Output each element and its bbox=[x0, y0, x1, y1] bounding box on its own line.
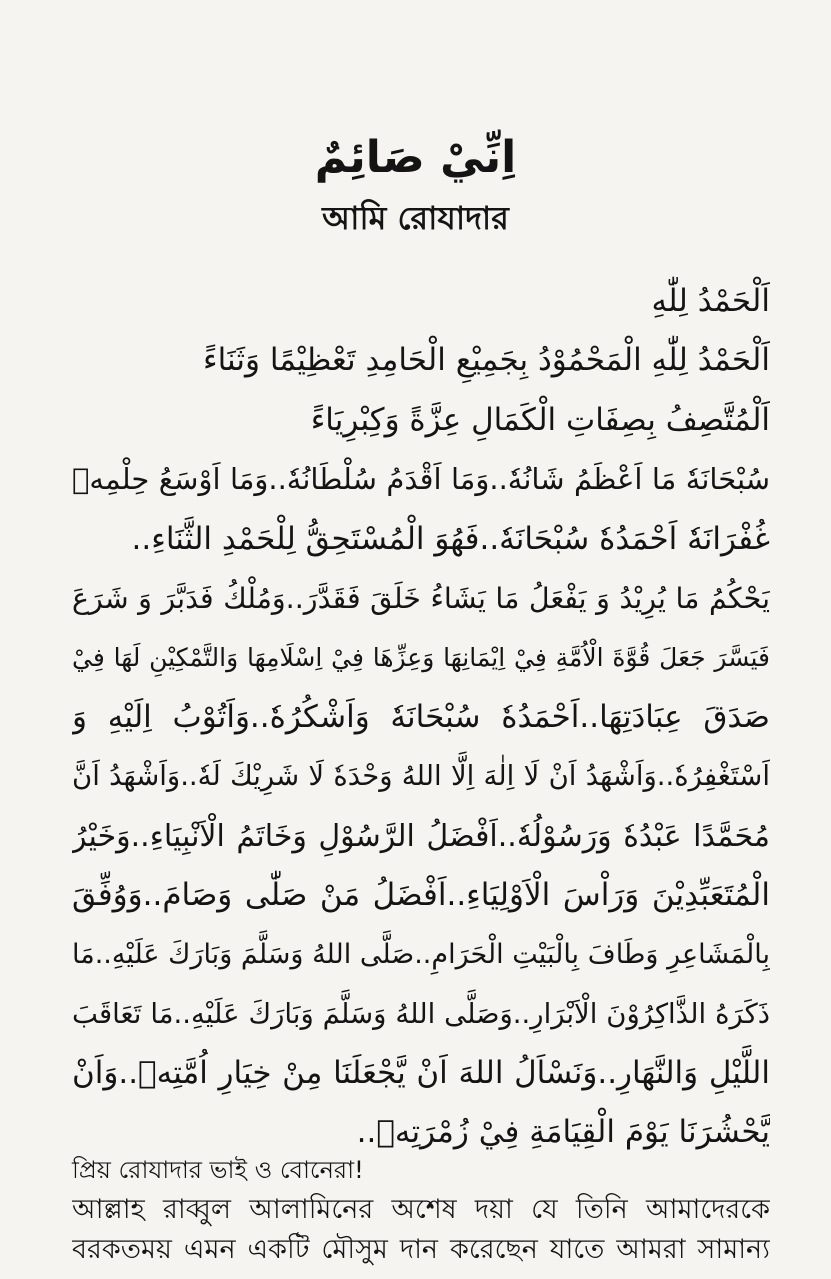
arabic-line: اَلْمُتَّصِفُ بِصِفَاتِ الْكَمَالِ عِزَّةً وَكِبْرِيَاءً bbox=[310, 401, 770, 438]
arabic-paragraph bbox=[72, 272, 770, 1163]
arabic-line: الْمُتَعَبِّدِيْنَ وَرَاْسَ الْاَوْلِيَاءِ..اَفْضَلُ مَنْ صَلّٰى وَصَامَ..وَوُفِّقَ bbox=[72, 876, 770, 913]
arabic-line: بِالْمَشَاعِرِ وَطَافَ بِالْبَيْتِ الْحَرَامِ..صَلَّى اللهُ وَسَلَّمَ وَبَارَكَ عَلَيْهِ..مَا bbox=[72, 939, 770, 971]
arabic-line: اَلْحَمْدُ لِلّٰهِ bbox=[651, 283, 770, 319]
arabic-line: اَلْحَمْدُ لِلّٰهِ الْمَحْمُوْدُ بِجَمِيْعِ الْحَامِدِ تَعْظِيْمًا وَثَنَاءً bbox=[203, 342, 770, 379]
arabic-line: فَيَسَّرَ جَعَلَ قُوَّةَ الْاُمَّةِ فِيْ اِيْمَانِهَا وَعِزِّهَا فِيْ اِسْلَامِهَا وَالتَّمْكِيْنِ لَهَا فِيْ bbox=[72, 643, 770, 673]
arabic-line: ذَكَرَهُ الذَّاكِرُوْنَ الْاَبْرَارِ..وَصَلَّى اللهُ وَسَلَّمَ وَبَارَكَ عَلَيْهِ..مَا تَعَاقَبَ bbox=[72, 997, 770, 1030]
bengali-greeting: প্রিয় রোযাদার ভাই ও বোনেরা! bbox=[72, 1156, 364, 1184]
arabic-line: مُحَمَّدًا عَبْدُهٗ وَرَسُوْلُهٗ..اَفْضَلُ الرَّسُوْلِ وَخَاتَمُ الْاَنْبِيَاءِ..وَخَيْرُ bbox=[72, 818, 770, 854]
arabic-line: اَسْتَغْفِرُهٗ..وَاَشْهَدُ اَنْ لَا اِلٰهَ اِلَّا اللهُ وَحْدَهٗ لَا شَرِيْكَ لَهٗ..وَاَشْهَدُ اَنَّ bbox=[72, 760, 770, 793]
arabic-line: سُبْحَانَهٗ مَا اَعْظَمُ شَانُهٗ..وَمَا اَقْدَمُ سُلْطَانُهٗ..وَمَا اَوْسَعُ حِلْمِهٖ bbox=[72, 462, 770, 497]
arabic-line: غُفْرَانَهٗ اَحْمَدُهٗ سُبْحَانَهٗ..فَهُوَ الْمُسْتَحِقُّ لِلْحَمْدِ الثَّنَاءِ.. bbox=[131, 520, 770, 557]
arabic-line: يَّحْشُرَنَا يَوْمَ الْقِيَامَةِ فِيْ زُمْرَتِهٖ.. bbox=[356, 1114, 770, 1151]
bengali-paragraph bbox=[72, 1150, 770, 1270]
bengali-line: বরকতময় এমন একটি মৌসুম দান করেছেন যাতে আমরা সামান্য bbox=[72, 1234, 770, 1265]
arabic-line: يَحْكُمُ مَا يُرِيْدُ وَ يَفْعَلُ مَا يَشَاءُ خَلَقَ فَقَدَّرَ..وَمُلْكُ فَدَبَّرَ وَ شَرَعَ bbox=[72, 581, 770, 615]
arabic-line: صَدَقَ عِبَادَتِهَا..اَحْمَدُهٗ سُبْحَانَهٗ وَاَشْكُرُهٗ..وَاَتُوْبُ اِلَيْهِ وَ bbox=[72, 698, 770, 735]
arabic-line: اللَّيْلِ وَالنَّهَارِ..وَنَسْاَلُ اللهَ اَنْ يَّجْعَلَنَا مِنْ خِيَارِ اُمَّتِهٖ..وَاَنْ bbox=[72, 1055, 770, 1092]
bengali-line: আল্লাহ রাব্বুল আলামিনের অশেষ দয়া যে তিনি আমাদেরকে bbox=[72, 1194, 770, 1225]
arabic-title: اِنِّيْ صَائِمٌ bbox=[314, 132, 517, 183]
bengali-title: আমি রোযাদার bbox=[322, 199, 509, 237]
